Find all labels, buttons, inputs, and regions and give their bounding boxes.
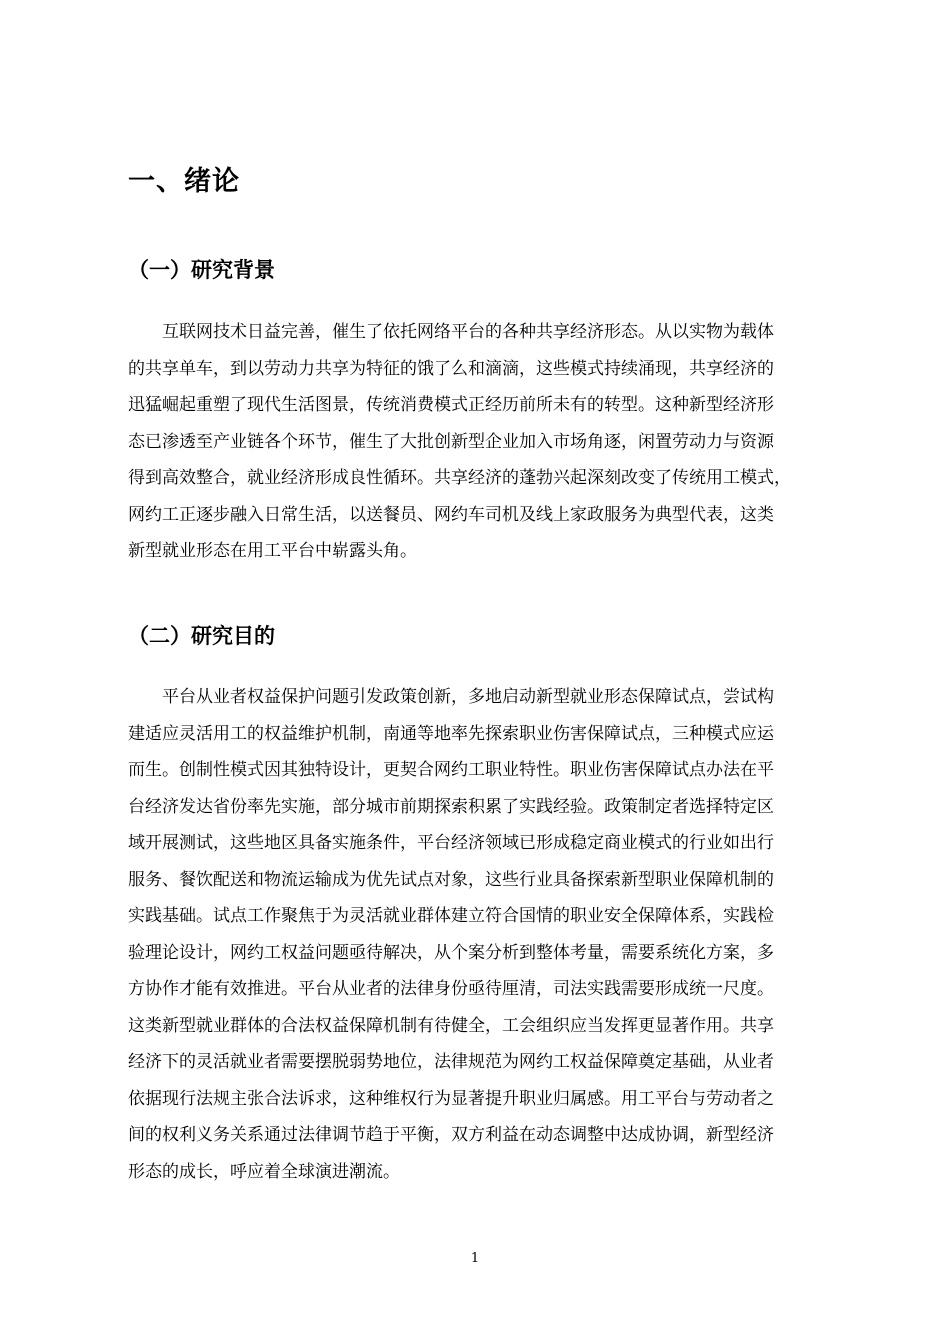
paragraph-line: 网约工正逐步融入日常生活，以送餐员、网约车司机及线上家政服务为典型代表，这类 — [128, 504, 774, 525]
paragraph-line: 态已渗透至产业链各个环节，催生了大批创新型企业加入市场角逐，闲置劳动力与资源 — [128, 431, 774, 452]
page-number: 1 — [470, 1251, 480, 1266]
paragraph-line: 方协作才能有效推进。平台从业者的法律身份亟待厘清，司法实践需要形成统一尺度。 — [128, 979, 774, 999]
paragraph-line: 实践基础。试点工作聚焦于为灵活就业群体建立符合国情的职业安全保障体系，实践检 — [128, 906, 774, 926]
paragraph-line: 验理论设计，网约工权益问题亟待解决，从个案分析到整体考量，需要系统化方案，多 — [128, 942, 774, 963]
section-paragraph-background — [128, 314, 858, 570]
paragraph-line: 得到高效整合，就业经济形成良性循环。共享经济的蓬勃兴起深刻改变了传统用工模式， — [128, 468, 791, 488]
paragraph-line: 的共享单车，到以劳动力共享为特征的饿了么和滴滴，这些模式持续涌现，共享经济的 — [128, 358, 774, 379]
paragraph-line: 服务、餐饮配送和物流运输成为优先试点对象，这些行业具备探索新型职业保障机制的 — [128, 869, 774, 890]
paragraph-line: 经济下的灵活就业者需要摆脱弱势地位，法律规范为网约工权益保障奠定基础，从业者 — [128, 1052, 774, 1072]
paragraph-line: 域开展测试，这些地区具备实施条件，平台经济领域已形成稳定商业模式的行业如出行 — [128, 833, 774, 853]
paragraph-line: 而生。创制性模式因其独特设计，更契合网约工职业特性。职业伤害保障试点办法在平 — [128, 760, 774, 780]
paragraph-line: 这类新型就业群体的合法权益保障机制有待健全，工会组织应当发挥更显著作用。共享 — [128, 1015, 774, 1036]
paragraph-line: 依据现行法规主张合法诉求，这种维权行为显著提升职业归属感。用工平台与劳动者之 — [128, 1088, 774, 1109]
paragraph-line: 新型就业形态在用工平台中崭露头角。 — [128, 541, 417, 561]
paragraph-line: 互联网技术日益完善，催生了依托网络平台的各种共享经济形态。从以实物为载体 — [128, 322, 774, 342]
paragraph-line: 迅猛崛起重塑了现代生活图景，传统消费模式正经历前所未有的转型。这种新型经济形 — [128, 395, 774, 415]
paragraph-line: 建适应灵活用工的权益维护机制，南通等地率先探索职业伤害保障试点，三种模式应运 — [128, 723, 774, 744]
section-heading-background: （一）研究背景 — [128, 258, 275, 282]
paragraph-line: 间的权利义务关系通过法律调节趋于平衡，双方利益在动态调整中达成协调，新型经济 — [128, 1125, 774, 1145]
section-heading-purpose: （二）研究目的 — [128, 624, 275, 648]
chapter-title: 一、绪论 — [128, 166, 240, 197]
paragraph-line: 平台从业者权益保护问题引发政策创新，多地启动新型就业形态保障试点，尝试构 — [128, 687, 774, 707]
paragraph-line: 形态的成长，呼应着全球演进潮流。 — [128, 1161, 400, 1182]
paragraph-line: 台经济发达省份率先实施，部分城市前期探索积累了实践经验。政策制定者选择特定区 — [128, 796, 774, 817]
section-paragraph-purpose — [128, 679, 858, 1190]
